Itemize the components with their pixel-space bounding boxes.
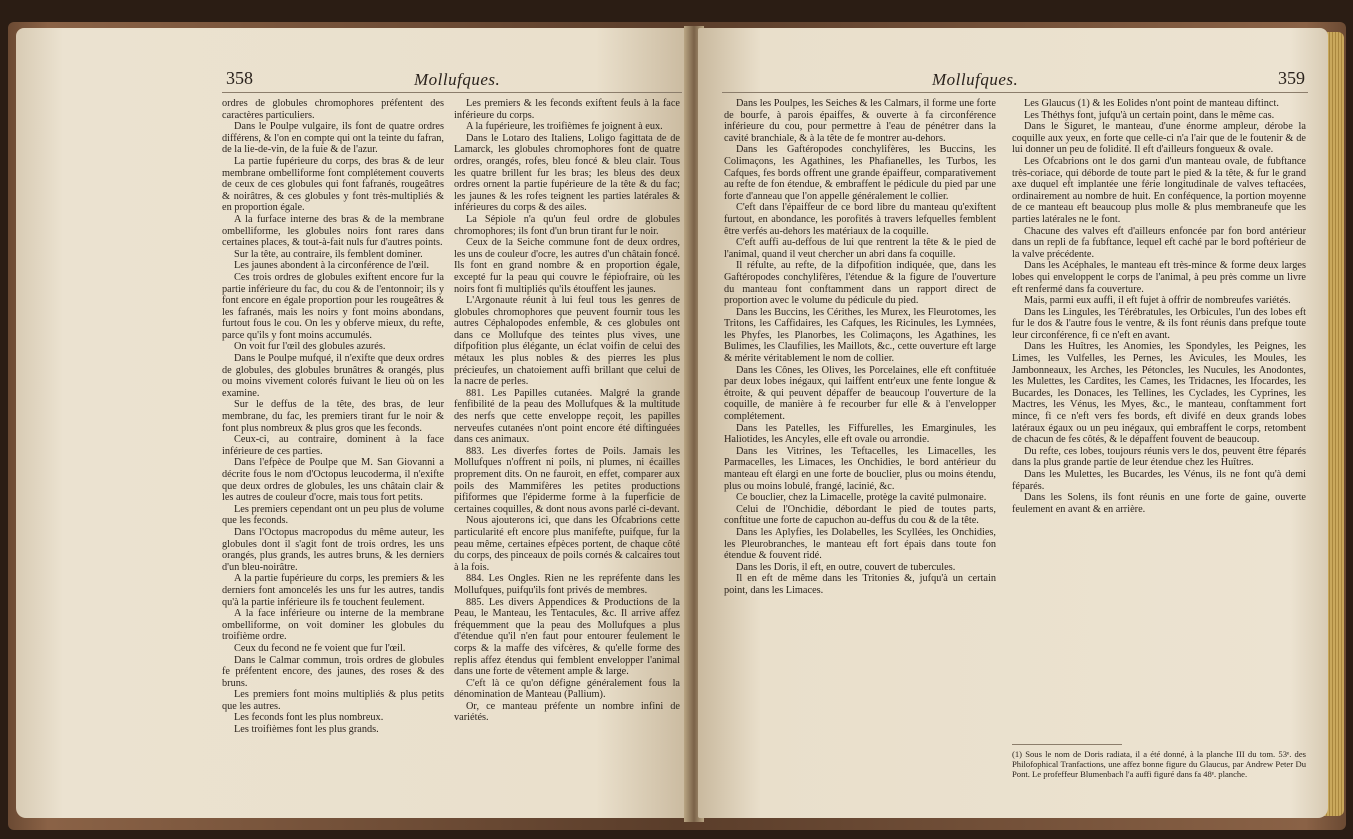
paragraph: Or, ce manteau préfente un nombre infini de variétés. — [454, 700, 680, 724]
right-page — [698, 28, 1328, 818]
paragraph: Les jaunes abondent à la circonférence de l'œil. — [234, 260, 430, 272]
paragraph: Dans l'Octopus macropodus du même auteur, les globules dont il s'agit font de trois ordres, les uns orangés, plus grands, les autres bruns, & les derniers d'un bleu-noirâtre. — [222, 526, 444, 573]
paragraph: Dans le Calmar commun, trois ordres de globules fe préfentent encore, des jaunes, des roses & des bruns. — [222, 654, 444, 689]
right-column-1 — [724, 98, 996, 597]
paragraph: Dans les Poulpes, les Seiches & les Calmars, il forme une forte de bourfe, à parois épaiffes, & ouverte à fa circonférence inférieure du cou, pour permettre à l'eau de pénétrer dans la cavité branchiale, & à la tête de fe montrer au-dehors. — [724, 98, 996, 144]
right-column-2 — [1012, 98, 1306, 515]
left-page-number: 358 — [226, 68, 253, 88]
paragraph: Ceux-ci, au contraire, dominent à la face inférieure de ces parties. — [222, 434, 444, 457]
open-book — [8, 18, 1348, 833]
paragraph: 884. Les Ongles. Rien ne les repréfente dans les Mollufques, puifqu'ils font privés de membres. — [454, 573, 680, 596]
paragraph: Dans les Gaftéropodes conchylifères, les Buccins, les Colimaçons, les Agathines, les Phafianelles, les Turbos, les Cafques, fes bords offrent une grande épaiffeur, comparativement au refte de fon étendue, & embraffent le pédicule du pied par une forte d'anneau que l'on appelle généralement le collier. — [724, 144, 996, 202]
paragraph: On voit fur l'œil des globules azurés. — [234, 341, 386, 353]
paragraph: Dans le Lotaro des Italiens, Loligo fagittata de de Lamarck, les globules chromophores font de quatre ordres, orangés, rofes, bleu foncé & bleu clair. Tous les quatre brillent fur les bras; les bleus des deux ordres ornent la partie fupérieure de la tête & du fac; les jaunes & les rofes teignent les parties latérales & inférieures du corps & des ailes. — [454, 132, 680, 214]
paragraph: A la fupérieure, les troifièmes fe joignent à eux. — [466, 121, 663, 133]
paragraph: Dans les Acéphales, le manteau eft très-mince & forme deux larges lobes qui enveloppent le corps de l'animal, à peu près comme un livre eft renfermé dans fa couverture. — [1012, 260, 1306, 295]
paragraph: Ce bouclier, chez la Limacelle, protège la cavité pulmonaire. — [736, 492, 987, 504]
paragraph: Ceux du fecond ne fe voient que fur l'œil. — [234, 642, 406, 654]
paragraph: Les Ofcabrions ont le dos garni d'un manteau ovale, de fubftance très-coriace, qui déborde de toute part le pied & la tête, & fur le grand axe duquel eft implantée une férie longitudinale de valves teftacées, ordinairement au nombre de huit. En conféquence, la portion moyenne de ce manteau eft beaucoup plus molle & plus membraneufe que les parties latérales ne le font. — [1012, 155, 1306, 225]
paragraph: ordres de globules chromophores préfentent des caractères particuliers. — [222, 98, 444, 121]
paragraph: Dans les Huîtres, les Anomies, les Spondyles, les Peignes, les Limes, les Vulfelles, les Pernes, les Avicules, les Moules, les Jambonneaux, les Arches, les Pétoncles, les Nucules, les Anodontes, les Mulettes, les Cardites, les Cames, les Tridacnes, les Ifocardes, les Bucardes, les Donaces, les Tellines, les Cyclades, les Cyprines, les Mactres, les Vénus, les Myes, &c., le manteau, conftamment fort mince, fi ce n'eft vers fes bords, eft divifé en deux grands lobes latéraux égaux ou un peu inégaux, qui embraffent le corps, retombent de chacun de fes côtés, & le dépaffent fouvent de beaucoup. — [1012, 341, 1306, 446]
paragraph: La partie fupérieure du corps, des bras & de leur membrane ombelliforme font complétement couverts de ceux de ces globules qui font fafranés, rougeâtres & noirâtres, & ces globules y font très-multipliés & en proportion égale. — [222, 155, 444, 214]
right-running-header: Mollufques. — [932, 70, 1019, 89]
paragraph: Ceux de la Seiche commune font de deux ordres, les uns de couleur d'ocre, les autres d'un châtain foncé. Ils font en grand nombre & en proportion égale, excepté fur la peau qui couvre le fépiofraire, où les noirs font fi multipliés qu'ils étouffent les jaunes. — [454, 237, 680, 295]
paragraph: Dans l'efpèce de Poulpe que M. San Giovanni a décrite fous le nom d'Octopus leucoderma, il n'exifte que deux ordres de globules, les uns châtain clair & les autres de couleur d'ocre, mais tous fort petits. — [222, 457, 444, 504]
left-page — [16, 28, 690, 818]
paragraph: Les premiers & les feconds exiftent feuls à la face inférieure du corps. — [454, 98, 680, 121]
paragraph: C'eft là ce qu'on défigne généralement fous la dénomination de Manteau (Pallium). — [454, 677, 680, 701]
paragraph: Les premiers font moins multipliés & plus petits que les autres. — [222, 689, 444, 712]
paragraph: La Sépiole n'a qu'un feul ordre de globules chromophores; ils font d'un brun tirant fur le noir. — [454, 213, 680, 237]
paragraph: Sur le deffus de la tête, des bras, de leur membrane, du fac, les premiers tirant fur le noir & font plus nombreux & plus gros que les feconds. — [222, 399, 444, 434]
paragraph: Il en eft de même dans les Tritonies &, jufqu'à un certain point, dans les Limaces. — [724, 573, 996, 596]
paragraph: Les feconds font les plus nombreux. — [234, 712, 384, 724]
paragraph: 881. Les Papilles cutanées. Malgré la grande fenfibilité de la peau des Mollufques & la multitude des nerfs que cette enveloppe reçoit, les papilles nerveufes cutanées n'ont point encore été diftinguées dans ces animaux. — [454, 387, 680, 446]
left-running-header: Mollufques. — [414, 70, 501, 89]
paragraph: Ces trois ordres de globules exiftent encore fur la partie inférieure du fac, du cou & de l'entonnoir; ils y font encore en égale proportion pour les rougeâtres & les fafranés, mais les noirs y font moins abondans, furtout fous le cou. On les y obferve mieux, du refte, parce qu'ils y font moins accumulés. — [222, 271, 444, 341]
paragraph: Celui de l'Onchidie, débordant le pied de toutes parts, conftitue une forte de capuchon au-deffus du cou & de la tête. — [724, 503, 996, 527]
paragraph: Dans les Aplyfies, les Dolabelles, les Scyllées, les Onchidies, les Pleurobranches, le manteau eft fort épais dans toute fon étendue & fouvent ridé. — [724, 526, 996, 562]
paragraph: 885. Les divers Appendices & Productions de la Peau, le Manteau, les Tentacules, &c. Il arrive affez fréquemment que la peau des Mollufques a plus d'étendue qu'il n'en faut pour entourer feulement le corps & la maffe des vifcères, & qu'elle forme des replis affez étendus qui femblent envelopper l'animal dans une forte de vêtement ample & large. — [454, 596, 680, 678]
paragraph: Dans les Cônes, les Olives, les Porcelaines, elle eft conftituée par deux lobes inégaux, qui laiffent entr'eux une fente longue & étroite, & qui peuvent dépaffer de beaucoup l'ouverture de la coquille, de manière à fe recourber fur elle & à l'envelopper complétement. — [724, 364, 996, 423]
paragraph: Dans le Poulpe vulgaire, ils font de quatre ordres différens, & l'on en compte qui ont la teinte du fafran, de la lie-de-vin, de la fuie & de l'azur. — [222, 121, 444, 156]
paragraph: Dans le Siguret, le manteau, d'une énorme ampleur, dérobe la coquille aux yeux, en forte que celle-ci n'a l'air que de le foutenir & de lui donner un peu de folidité. Il eft d'ailleurs fongueux & ovale. — [1012, 121, 1306, 156]
paragraph: Les premiers cependant ont un peu plus de volume que les feconds. — [222, 503, 444, 527]
left-header-rule — [222, 92, 682, 93]
paragraph: Dans les Doris, il eft, en outre, couvert de tubercules. — [736, 561, 956, 573]
paragraph: Dans les Lingules, les Térébratules, les Orbicules, l'un des lobes eft fur le dos & l'autre fous le ventre, & ils font réunis dans prefque toute leur circonférence, fi ce n'eft en avant. — [1012, 306, 1306, 341]
paragraph: Il réfulte, au refte, de la difpofition indiquée, que, dans les Gaftéropodes conchylifères, l'étendue & la figure de l'ouverture du manteau font conftamment dans un rapport direct de proportion avec le volume du pédicule du pied. — [724, 260, 996, 307]
paragraph: Chacune des valves eft d'ailleurs enfoncée par fon bord antérieur dans un repli de fa fubftance, lequel eft caché par le bord poftérieur de la valve précédente. — [1012, 225, 1306, 260]
paragraph: Les Glaucus (1) & les Eolides n'ont point de manteau diftinct. — [1024, 98, 1279, 109]
paragraph: Dans les Mulettes, les Bucardes, les Vénus, ils ne font qu'à demi féparés. — [1012, 469, 1306, 492]
paragraph: Dans les Solens, ils font réunis en une forte de gaine, ouverte feulement en avant & en arrière. — [1012, 492, 1306, 515]
paragraph: C'eft dans l'épaiffeur de ce bord libre du manteau qu'exiftent furtout, en abondance, les porofités à travers lefquelles femblent être verfés au-dehors les matériaux de la coquille. — [724, 202, 996, 237]
paragraph: Dans les Buccins, les Cérithes, les Murex, les Fleurotomes, les Tritons, les Caffidaires, les Cafques, les Ricinules, les Lymnées, les Phyfes, les Planorbes, les Colimaçons, les Agathines, les Bulimes, les Claufilies, les Maillots, &c., cette ouverture eft large & mérite véritablement le nom de collier. — [724, 306, 996, 365]
paragraph: A la face inférieure ou interne de la membrane ombelliforme, on voit dominer les globules du troifième ordre. — [222, 608, 444, 643]
right-header-rule — [722, 92, 1308, 93]
paragraph: Dans le Poulpe mufqué, il n'exifte que deux ordres de globules, des globules brunâtres & orangés, plus ou moins vivement colorés fuivant le lieu où on les examine. — [222, 353, 444, 399]
paragraph: Les troifièmes font les plus grands. — [234, 724, 379, 736]
paragraph: Dans les Patelles, les Fiffurelles, les Emarginules, les Haliotides, les Ancyles, elle eft ovale ou arrondie. — [724, 422, 996, 446]
footnote-rule — [1012, 744, 1122, 745]
left-column-2 — [454, 98, 680, 724]
paragraph: Dans les Vitrines, les Teftacelles, les Limacelles, les Parmacelles, les Limaces, les Onchidies, le bord antérieur du manteau eft élargi en une forte de bouclier, plus ou moins étendu, plus ou moins lobulé, frangé, lacinié, &c. — [724, 445, 996, 492]
right-page-number: 359 — [1278, 68, 1305, 88]
paragraph: 883. Les diverfes fortes de Poils. Jamais les Mollufques n'offrent ni poils, ni plumes, ni écailles proprement dits. On ne fauroit, en effet, comparer aux poils des Mammifères les petites productions pififormes que l'épiderme forme à la fuperficie de certaines coquilles, & dont nous avons parlé ci-devant. — [454, 445, 680, 515]
left-column-1 — [222, 98, 444, 736]
paragraph: Du refte, ces lobes, toujours réunis vers le dos, peuvent être féparés dans la plus grande partie de leur étendue chez les Huîtres. — [1012, 445, 1306, 469]
paragraph: C'eft auffi au-deffous de lui que rentrent la tête & le pied de l'animal, quand il veut chercher un abri dans fa coquille. — [724, 237, 996, 260]
paragraph: L'Argonaute réunit à lui feul tous les genres de globules chromophores que peuvent fournir tous les autres Céphalopodes enfemble, & ces globules ont dans ce Mollufque des teintes plus vives, une difpofition plus élégante, un éclat voifin de celui des métaux les plus nobles & des pierres les plus précieufes, un chatoiement auffi brillant que celui de la nacre de perles. — [454, 295, 680, 388]
paragraph: Sur la tête, au contraire, ils femblent dominer. — [234, 248, 423, 260]
paragraph: Nous ajouterons ici, que dans les Ofcabrions cette particularité eft encore plus manifefte, puifque, fur la peau même, certaines efpèces portent, de chaque côté du corps, des pinceaux de poils cornés & calcaires tout à la fois. — [454, 515, 680, 573]
paragraph: Les Théthys font, jufqu'à un certain point, dans le même cas. — [1024, 109, 1275, 121]
paragraph: A la partie fupérieure du corps, les premiers & les derniers font amoncelés les uns fur les autres, tandis qu'à la partie inférieure ils fe touchent feulement. — [222, 573, 444, 608]
footnote: (1) Sous le nom de Doris radiata, il a été donné, à la planche III du tom. 53ᵉ. des Philofophical Tranfactions, une affez bonne figure du Glaucus, par Andrew Peter Du Pont. Le profeffeur Blumenbach l'a auffi figuré dans fa 48ᵉ. planche. — [1012, 749, 1306, 779]
paragraph: Mais, parmi eux auffi, il eft fujet à offrir de nombreufes variétés. — [1024, 295, 1291, 307]
paragraph: A la furface interne des bras & de la membrane ombelliforme, les globules noirs font rares dans certaines places, & tout-à-fait nuls fur d'autres points. — [222, 213, 444, 249]
